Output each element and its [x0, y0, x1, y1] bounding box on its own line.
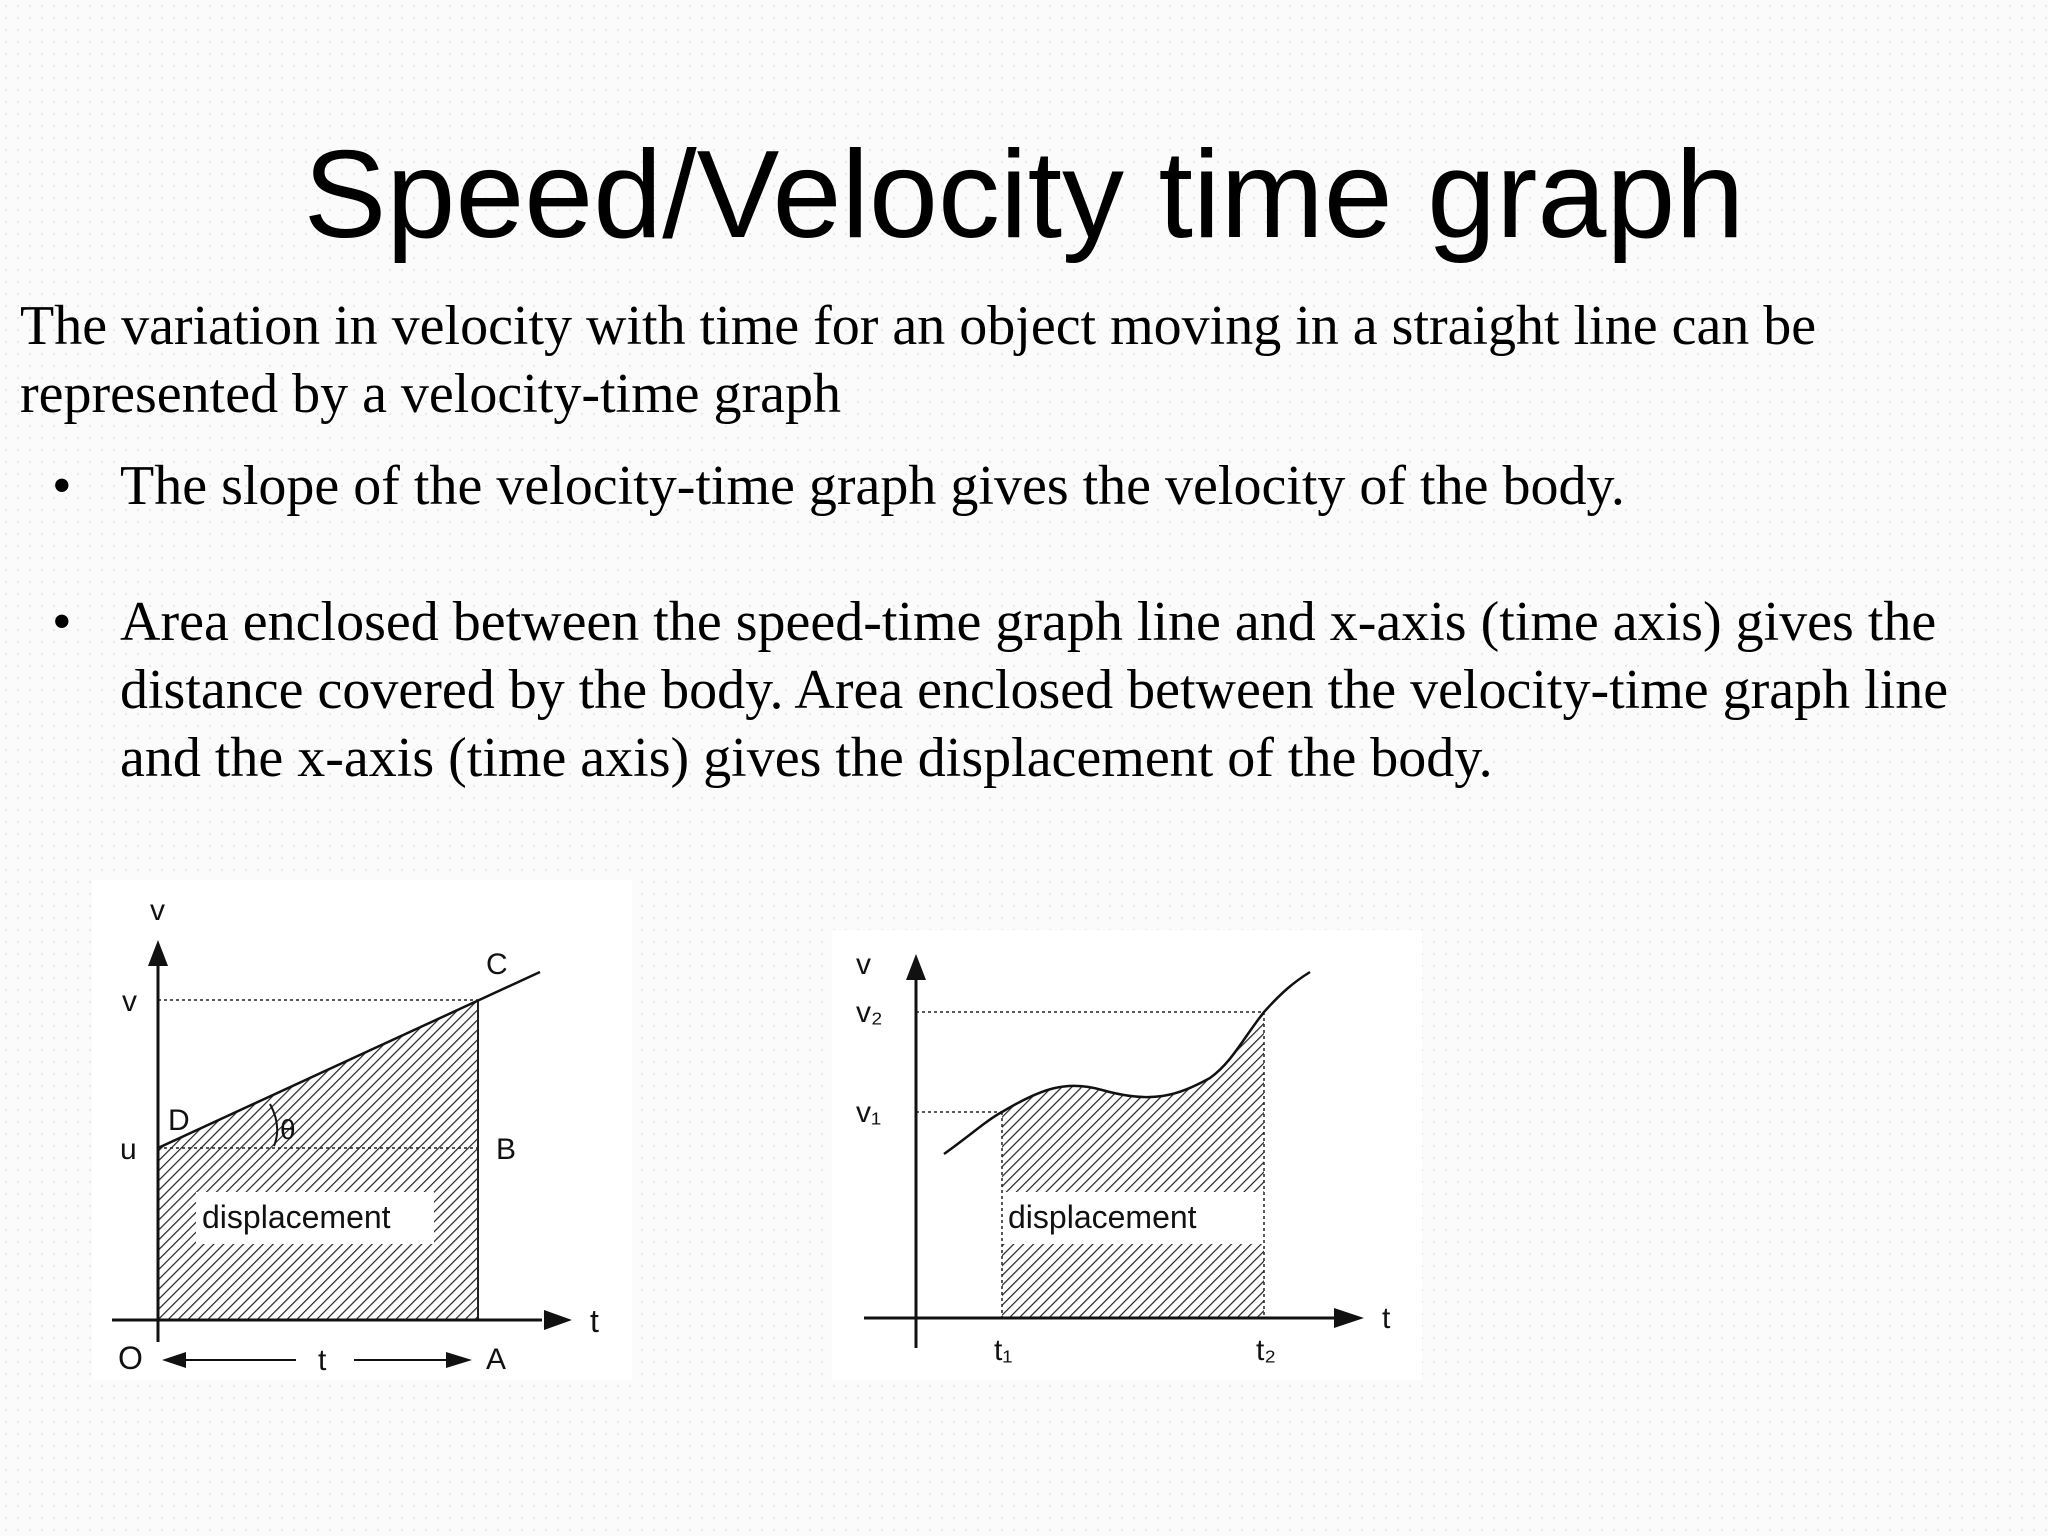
v2-label: v₂	[856, 996, 883, 1029]
origin-label: O	[118, 1340, 143, 1376]
bullet-dot: •	[52, 591, 72, 653]
v1-label: v₁	[856, 1096, 882, 1129]
point-d-label: D	[168, 1104, 190, 1137]
x-axis-arrow	[1334, 1308, 1364, 1328]
bullet-list	[0, 452, 2048, 792]
figure2-svg	[832, 930, 1422, 1380]
angle-label: θ	[280, 1114, 296, 1145]
interval-arrowhead-left	[162, 1352, 186, 1368]
bullet-item-slope	[0, 452, 2000, 520]
figure1-svg	[92, 880, 632, 1380]
u-label: u	[120, 1133, 137, 1166]
y-axis-label: v	[150, 894, 165, 927]
area-label: displacement	[1008, 1199, 1197, 1235]
intro-text: The variation in velocity with time for an object moving in a straight line can be represented by a velocity-time graph	[20, 295, 1817, 425]
bullet-text: The slope of the velocity-time graph gives the velocity of the body.	[120, 455, 1625, 517]
figure-non-uniform-velocity	[832, 930, 1422, 1380]
point-c-label: C	[486, 948, 508, 981]
x-axis-label: t	[1382, 1302, 1391, 1335]
interval-arrowhead-right	[446, 1352, 472, 1368]
area-under-curve	[1002, 1012, 1264, 1318]
area-under-line	[158, 1000, 478, 1320]
bullet-text: Area enclosed between the speed-time graph line and x-axis (time axis) gives the distance covered by the body. Area enclosed between the velocity-time graph line and the x-axis (time axis) gives the displacement of the body.	[120, 591, 1949, 789]
y-axis-arrow	[906, 954, 926, 980]
point-b-label: B	[496, 1133, 517, 1166]
x-axis-arrow	[544, 1310, 572, 1330]
bullet-item-area	[0, 588, 2000, 792]
v-label: v	[122, 985, 137, 1018]
t1-label: t₁	[994, 1334, 1013, 1367]
bullet-dot: •	[52, 455, 72, 517]
x-axis-label: t	[590, 1303, 599, 1339]
y-axis-label: v	[856, 948, 871, 981]
t2-label: t₂	[1256, 1334, 1276, 1367]
page-title: Speed/Velocity time graph	[303, 126, 1745, 264]
figure-uniform-acceleration	[92, 880, 632, 1380]
point-a-label: A	[486, 1343, 507, 1376]
area-label: displacement	[202, 1199, 391, 1235]
y-axis-arrow	[148, 940, 168, 966]
interval-label: t	[318, 1344, 327, 1377]
